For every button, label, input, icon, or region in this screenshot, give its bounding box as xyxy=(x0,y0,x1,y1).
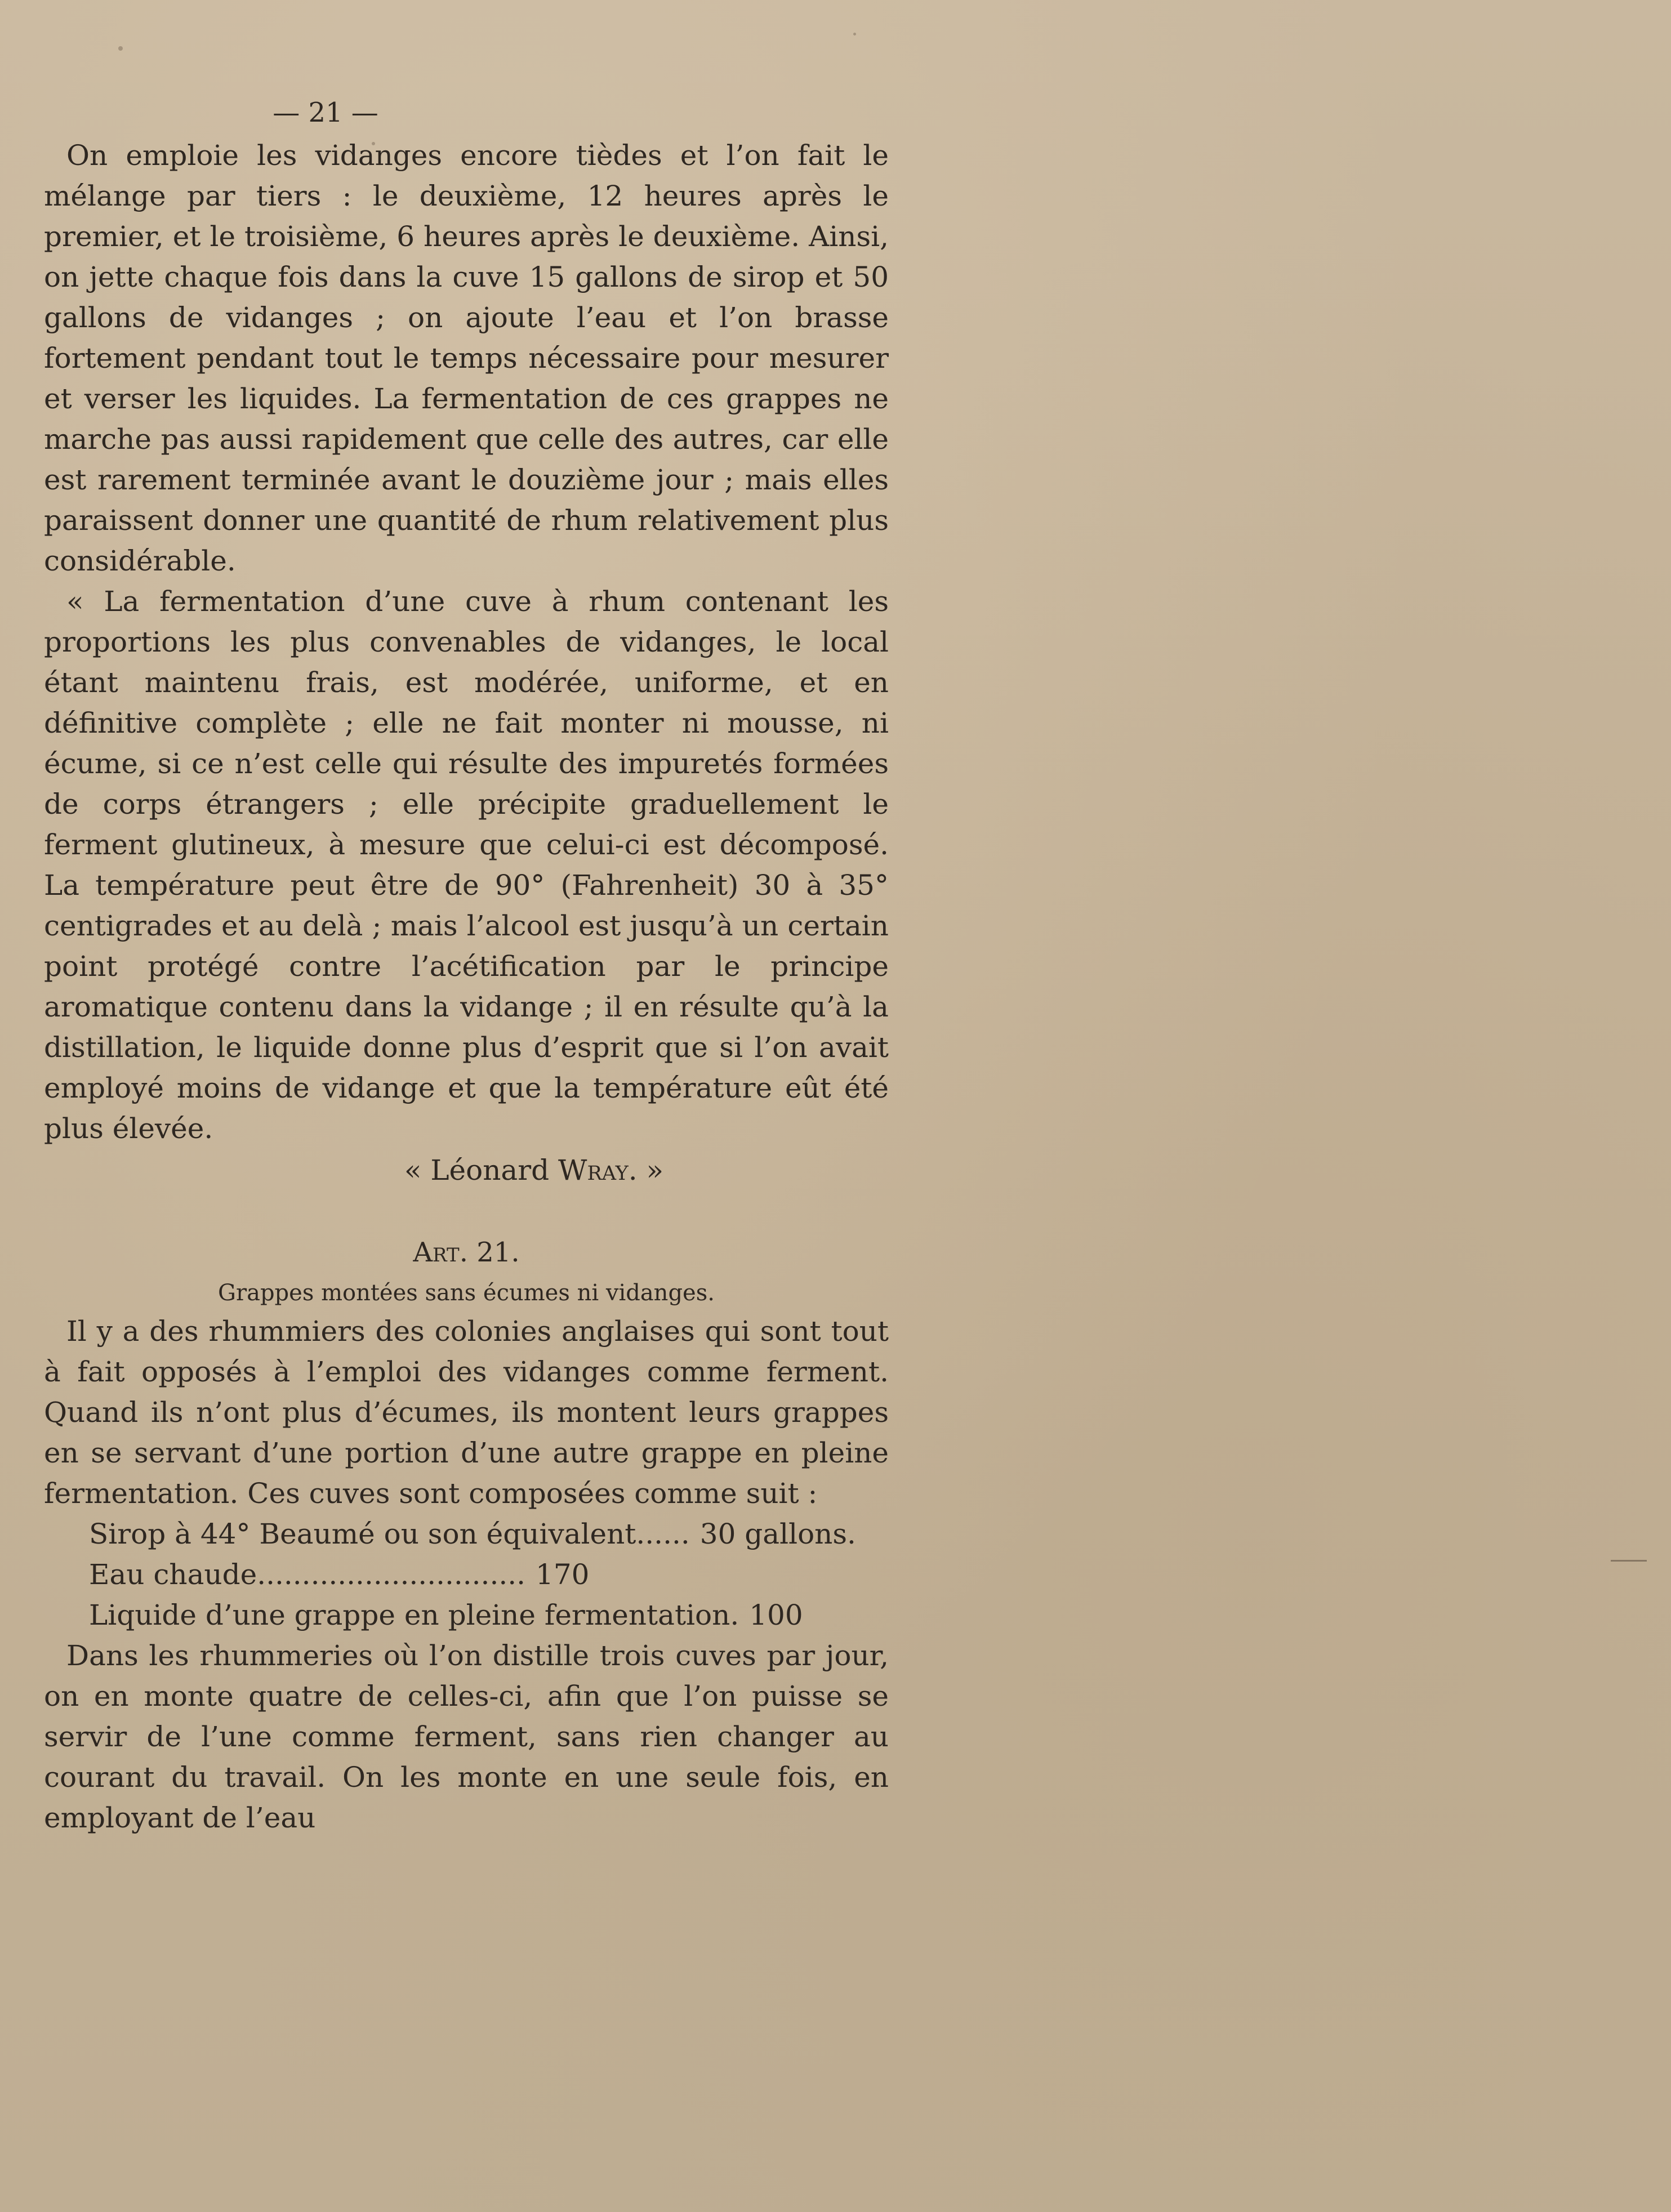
quotation-signature xyxy=(44,1150,889,1190)
article-label: Art. xyxy=(413,1237,468,1268)
recipe-label: Sirop à 44° Beaumé ou son équivalent xyxy=(89,1518,636,1550)
signature-prefix: « Léonard xyxy=(404,1154,559,1187)
recipe-leader-dots: ...... xyxy=(636,1518,690,1550)
ink-speck xyxy=(853,33,856,35)
quotation-paragraph: « La fermentation d’une cuve à rhum contenant les proportions les plus convenables de vidanges, le local étant maintenu frais, est modérée, uniforme, et en définitive complète ; elle ne fait monter ni mousse, ni écume, si ce n’est celle qui résulte des impuretés formées de corps étrangers ; elle précipite graduellement le ferment glutineux, à mesure que celui-ci est décomposé. La température peut être de 90° (Fahrenheit) 30 à 35° centigrades et au delà ; mais l’alcool est jusqu’à un certain point protégé contre l’acétification par le principe aromatique contenu dans la vidange ; il en résulte qu’à la distillation, le liquide donne plus d’esprit que si l’on avait employé moins de vidange et que la température eût été plus élevée. xyxy=(44,585,889,1145)
recipe-label: Eau chaude xyxy=(89,1558,257,1591)
recipe-leader-dots: .............................. xyxy=(257,1558,526,1591)
article-subtitle: Grappes montées sans écumes ni vidanges. xyxy=(218,1280,715,1306)
recipe-row xyxy=(89,1595,877,1635)
recipe-row xyxy=(89,1514,877,1554)
recipe-value: 100 xyxy=(749,1599,803,1631)
margin-mark xyxy=(1611,1560,1647,1562)
signature-suffix: » xyxy=(637,1154,664,1187)
article-number: 21. xyxy=(468,1237,520,1268)
article-heading xyxy=(44,1230,889,1275)
recipe-value: 170 xyxy=(536,1558,590,1591)
recipe-value: 30 gallons. xyxy=(699,1518,856,1550)
page-number: — 21 — xyxy=(273,97,378,128)
page-text xyxy=(44,90,889,1838)
body-paragraph: On emploie les vidanges encore tièdes et l’on fait le mélange par tiers : le deuxième, 12 heures après le premier, et le troisième, 6 heures après le deuxième. Ainsi, on jette chaque fois dans la cuve 15 gallons de sirop et 50 gallons de vidanges ; on ajoute l’eau et l’on brasse fortement pendant tout le temps nécessaire pour mesurer et verser les liquides. La fermentation de ces grappes ne marche pas aussi rapidement que celle des autres, car elle est rarement terminée avant le douzième jour ; mais elles paraissent donner une quantité de rhum relativement plus considérable. xyxy=(44,139,889,577)
ink-speck xyxy=(118,46,123,51)
body-paragraph: Il y a des rhummiers des colonies anglaises qui sont tout à fait opposés à l’emploi des vidanges comme ferment. Quand ils n’ont plus d’écumes, ils montent leurs grappes en se servant d’une portion d’une autre grappe en pleine fermentation. Ces cuves sont composées comme suit : xyxy=(44,1315,889,1510)
body-paragraph: Dans les rhummeries où l’on distille trois cuves par jour, on en monte quatre de celles-ci, afin que l’on puisse se servir de l’une comme ferment, sans rien changer au courant du travail. On les monte en une seule fois, en employant de l’eau xyxy=(44,1639,889,1834)
recipe-list xyxy=(89,1514,877,1635)
signature-name: Wray. xyxy=(558,1154,638,1187)
recipe-label: Liquide d’une grappe en pleine fermentation. xyxy=(89,1599,739,1631)
recipe-row xyxy=(89,1554,877,1595)
